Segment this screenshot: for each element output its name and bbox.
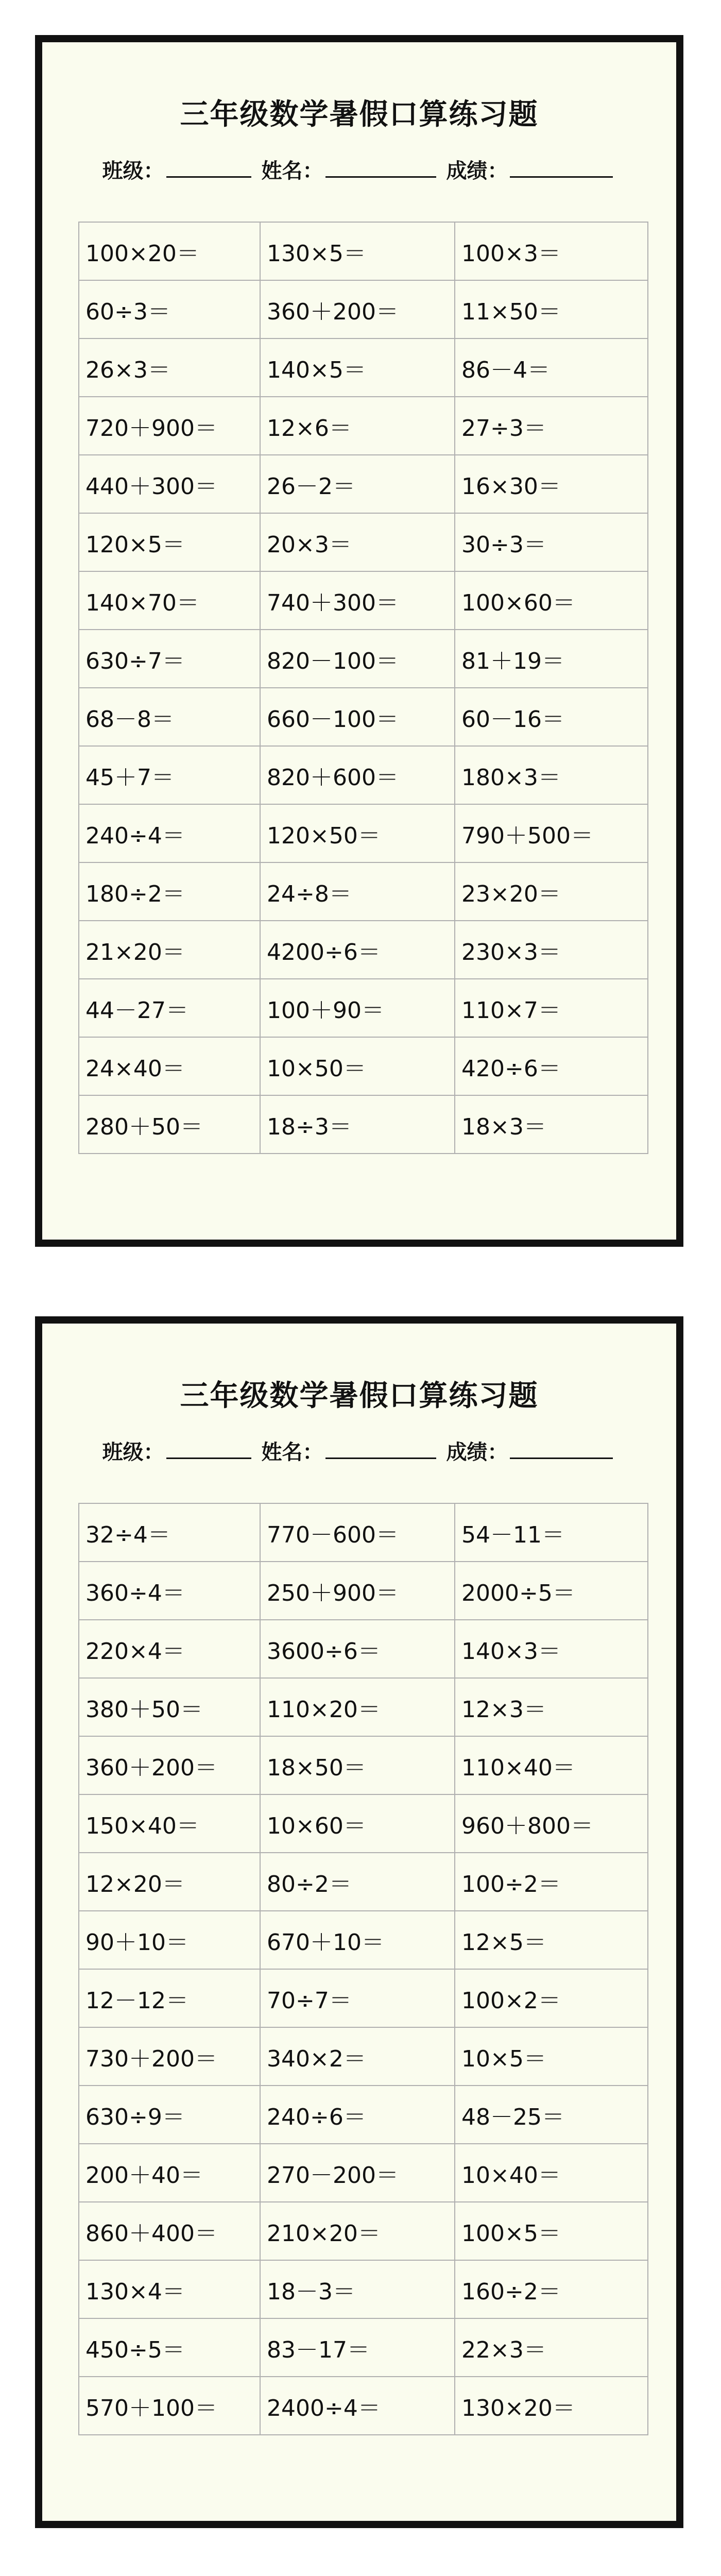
class-blank (166, 158, 251, 178)
problem-cell: 130×20＝ (455, 2377, 648, 2435)
problem-row (79, 1678, 648, 1736)
problem-cell: 30÷3＝ (455, 513, 648, 571)
problem-cell: 570＋100＝ (79, 2377, 260, 2435)
problem-cell: 100×60＝ (455, 571, 648, 630)
problem-cell: 670＋10＝ (260, 1911, 455, 1969)
problem-cell: 200＋40＝ (79, 2144, 260, 2202)
problem-cell: 100÷2＝ (455, 1853, 648, 1911)
problem-cell: 790＋500＝ (455, 804, 648, 862)
problem-cell: 100×5＝ (455, 2202, 648, 2260)
problem-cell: 360＋200＝ (260, 280, 455, 338)
problem-row (79, 2144, 648, 2202)
problem-row (79, 2027, 648, 2086)
problem-cell: 230×3＝ (455, 921, 648, 979)
worksheet-title: 三年级数学暑假口算练习题 (180, 1379, 539, 1413)
problem-row (79, 804, 648, 862)
problem-cell: 740＋300＝ (260, 571, 455, 630)
problem-cell: 12－12＝ (79, 1969, 260, 2027)
problem-row (79, 1037, 648, 1095)
problem-cell: 270－200＝ (260, 2144, 455, 2202)
name-blank (325, 158, 436, 178)
problem-row (79, 862, 648, 921)
problem-cell: 250＋900＝ (260, 1562, 455, 1620)
problem-row (79, 2377, 648, 2435)
problem-cell: 240÷6＝ (260, 2086, 455, 2144)
problem-row (79, 222, 648, 280)
problem-cell: 130×4＝ (79, 2260, 260, 2318)
problem-cell: 280＋50＝ (79, 1095, 260, 1154)
score-blank (510, 1439, 613, 1459)
problem-cell: 630÷7＝ (79, 630, 260, 688)
worksheet-1 (35, 35, 683, 1247)
problem-cell: 2000÷5＝ (455, 1562, 648, 1620)
problem-row (79, 1969, 648, 2027)
problem-cell: 140×3＝ (455, 1620, 648, 1678)
problem-cell: 12×6＝ (260, 397, 455, 455)
problem-cell: 160÷2＝ (455, 2260, 648, 2318)
problem-row (79, 1562, 648, 1620)
problem-cell: 360＋200＝ (79, 1736, 260, 1794)
problem-cell: 960＋800＝ (455, 1794, 648, 1853)
problem-cell: 86－4＝ (455, 338, 648, 397)
score-blank (510, 158, 613, 178)
problem-cell: 360÷4＝ (79, 1562, 260, 1620)
worksheet-2 (35, 1316, 683, 2528)
problem-row (79, 1620, 648, 1678)
problem-cell: 110×20＝ (260, 1678, 455, 1736)
problem-row (79, 571, 648, 630)
problem-cell: 45＋7＝ (79, 746, 260, 804)
problem-cell: 120×50＝ (260, 804, 455, 862)
problem-cell: 26×3＝ (79, 338, 260, 397)
problem-cell: 20×3＝ (260, 513, 455, 571)
problem-row (79, 630, 648, 688)
problem-cell: 220×4＝ (79, 1620, 260, 1678)
problem-cell: 21×20＝ (79, 921, 260, 979)
problem-row (79, 280, 648, 338)
problem-cell: 10×5＝ (455, 2027, 648, 2086)
problem-cell: 32÷4＝ (79, 1503, 260, 1562)
problem-row (79, 1503, 648, 1562)
problem-cell: 11×50＝ (455, 280, 648, 338)
problem-grid (78, 222, 648, 1154)
problem-cell: 90＋10＝ (79, 1911, 260, 1969)
problem-row (79, 1911, 648, 1969)
problem-row (79, 455, 648, 513)
problem-cell: 81＋19＝ (455, 630, 648, 688)
problem-cell: 140×5＝ (260, 338, 455, 397)
problem-cell: 380＋50＝ (79, 1678, 260, 1736)
problem-row (79, 338, 648, 397)
problem-row (79, 746, 648, 804)
problem-cell: 54－11＝ (455, 1503, 648, 1562)
problem-row (79, 1853, 648, 1911)
problem-row (79, 979, 648, 1037)
problem-cell: 68－8＝ (79, 688, 260, 746)
problem-cell: 210×20＝ (260, 2202, 455, 2260)
problem-row (79, 1736, 648, 1794)
name-blank (325, 1439, 436, 1459)
problem-cell: 720＋900＝ (79, 397, 260, 455)
problem-cell: 10×60＝ (260, 1794, 455, 1853)
problem-cell: 120×5＝ (79, 513, 260, 571)
problem-cell: 240÷4＝ (79, 804, 260, 862)
problem-cell: 180×3＝ (455, 746, 648, 804)
class-label: 班级： (102, 159, 164, 183)
problem-cell: 10×40＝ (455, 2144, 648, 2202)
problem-cell: 180÷2＝ (79, 862, 260, 921)
problem-row (79, 921, 648, 979)
problem-row (79, 1095, 648, 1154)
problem-row (79, 688, 648, 746)
problem-cell: 4200÷6＝ (260, 921, 455, 979)
problem-cell: 83－17＝ (260, 2318, 455, 2377)
problem-cell: 12×20＝ (79, 1853, 260, 1911)
student-info-line (42, 1436, 676, 1465)
problem-cell: 70÷7＝ (260, 1969, 455, 2027)
problem-cell: 340×2＝ (260, 2027, 455, 2086)
problem-cell: 100×20＝ (79, 222, 260, 280)
problem-cell: 44－27＝ (79, 979, 260, 1037)
problem-cell: 150×40＝ (79, 1794, 260, 1853)
problem-cell: 3600÷6＝ (260, 1620, 455, 1678)
problem-cell: 10×50＝ (260, 1037, 455, 1095)
score-label: 成绩： (446, 159, 508, 183)
problem-cell: 18×3＝ (455, 1095, 648, 1154)
problem-cell: 12×3＝ (455, 1678, 648, 1736)
problem-cell: 22×3＝ (455, 2318, 648, 2377)
problem-cell: 24÷8＝ (260, 862, 455, 921)
problem-cell: 660－100＝ (260, 688, 455, 746)
problem-cell: 12×5＝ (455, 1911, 648, 1969)
problem-cell: 110×7＝ (455, 979, 648, 1037)
problem-cell: 2400÷4＝ (260, 2377, 455, 2435)
problem-row (79, 2318, 648, 2377)
problem-cell: 48－25＝ (455, 2086, 648, 2144)
problem-cell: 770－600＝ (260, 1503, 455, 1562)
problem-cell: 24×40＝ (79, 1037, 260, 1095)
problem-cell: 60÷3＝ (79, 280, 260, 338)
problem-row (79, 1794, 648, 1853)
class-label: 班级： (102, 1440, 164, 1464)
problem-cell: 440＋300＝ (79, 455, 260, 513)
problem-cell: 23×20＝ (455, 862, 648, 921)
problem-cell: 860＋400＝ (79, 2202, 260, 2260)
problem-cell: 110×40＝ (455, 1736, 648, 1794)
problem-cell: 60－16＝ (455, 688, 648, 746)
problem-cell: 820－100＝ (260, 630, 455, 688)
class-blank (166, 1439, 251, 1459)
problem-cell: 450÷5＝ (79, 2318, 260, 2377)
problem-cell: 140×70＝ (79, 571, 260, 630)
name-label: 姓名： (261, 1440, 323, 1464)
problem-cell: 420÷6＝ (455, 1037, 648, 1095)
worksheet-title: 三年级数学暑假口算练习题 (180, 98, 539, 131)
problem-row (79, 513, 648, 571)
problem-cell: 100×2＝ (455, 1969, 648, 2027)
problem-cell: 16×30＝ (455, 455, 648, 513)
problem-cell: 100×3＝ (455, 222, 648, 280)
problem-cell: 18－3＝ (260, 2260, 455, 2318)
problem-grid (78, 1503, 648, 2435)
student-info-line (42, 155, 676, 184)
problem-cell: 18÷3＝ (260, 1095, 455, 1154)
problem-cell: 80÷2＝ (260, 1853, 455, 1911)
problem-cell: 630÷9＝ (79, 2086, 260, 2144)
problem-cell: 820＋600＝ (260, 746, 455, 804)
problem-cell: 100＋90＝ (260, 979, 455, 1037)
problem-cell: 730＋200＝ (79, 2027, 260, 2086)
problem-row (79, 2202, 648, 2260)
name-label: 姓名： (261, 159, 323, 183)
problem-cell: 27÷3＝ (455, 397, 648, 455)
score-label: 成绩： (446, 1440, 508, 1464)
problem-cell: 130×5＝ (260, 222, 455, 280)
problem-row (79, 2086, 648, 2144)
problem-cell: 26－2＝ (260, 455, 455, 513)
problem-cell: 18×50＝ (260, 1736, 455, 1794)
problem-row (79, 2260, 648, 2318)
problem-row (79, 397, 648, 455)
